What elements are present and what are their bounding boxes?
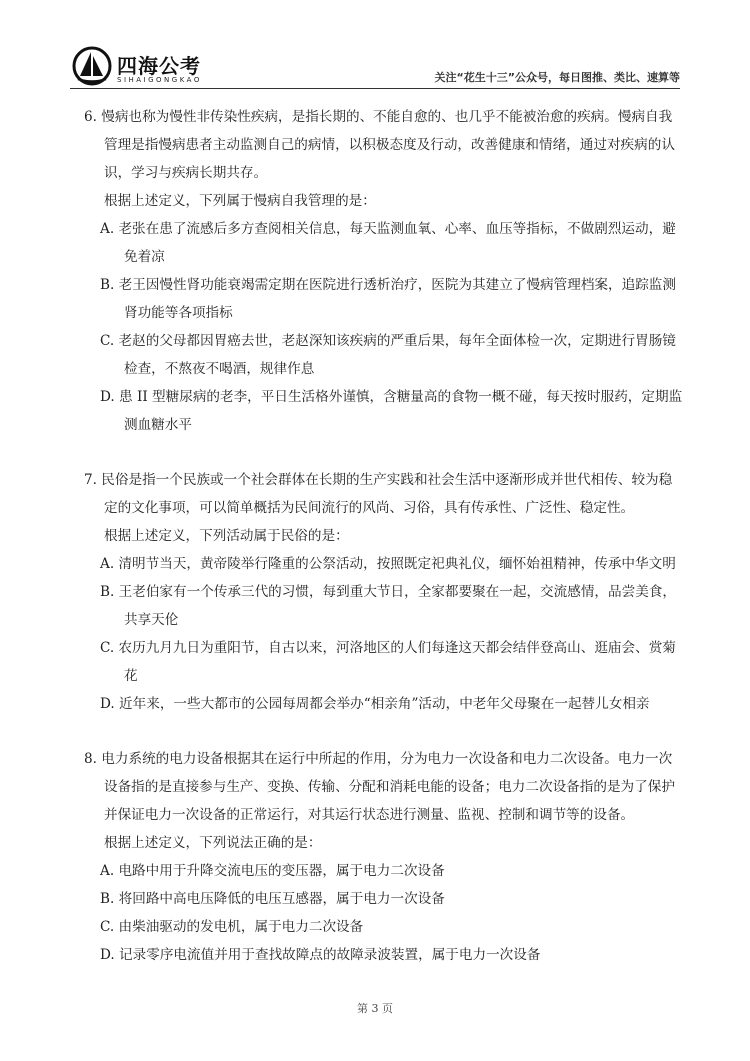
question-stem: 8. 电力系统的电力设备根据其在运行中所起的作用，分为电力一次设备和电力二次设备。电力一次设备指的是直接参与生产、变换、传输、分配和消耗电能的设备；电力二次设备指的是为了保护并保证电力一次设备的正常运行，对其运行状态进行测量、监视、控制和调节等的设备。 xyxy=(84,751,675,823)
option-c: C. 农历九月九日为重阳节，自古以来，河洛地区的人们每逢这天都会结伴登高山、逛庙会、赏菊花 xyxy=(100,640,676,684)
header-divider xyxy=(70,88,680,89)
option-d: D. 近年来，一些大都市的公园每周都会举办“相亲角”活动，中老年父母聚在一起替儿女相亲 xyxy=(100,696,650,712)
brand-subtitle: SIHAIGONGKAO xyxy=(117,76,202,84)
question-prompt: 根据上述定义，下列属于慢病自我管理的是： xyxy=(104,193,376,209)
option-c: C. 由柴油驱动的发电机，属于电力二次设备 xyxy=(100,919,364,935)
option-a: A. 清明节当天，黄帝陵举行隆重的公祭活动，按照既定祀典礼仪，缅怀始祖精神，传承中华文明 xyxy=(100,556,676,572)
option-b: B. 老王因慢性肾功能衰竭需定期在医院进行透析治疗，医院为其建立了慢病管理档案，追踪监测肾功能等各项指标 xyxy=(100,277,676,321)
page-number: 第 3 页 xyxy=(357,1002,393,1015)
option-b: B. 将回路中高电压降低的电压互感器，属于电力一次设备 xyxy=(100,891,445,907)
question-6 xyxy=(84,103,684,439)
option-b: B. 王老伯家有一个传承三代的习惯，每到重大节日，全家都要聚在一起，交流感情，品尝美食，共享天伦 xyxy=(100,584,676,628)
question-stem: 6. 慢病也称为慢性非传染性疾病，是指长期的、不能自愈的、也几乎不能被治愈的疾病。慢病自我管理是指慢病患者主动监测自己的病情，以积极态度及行动，改善健康和情绪，通过对疾病的认识，学习与疾病长期共存。 xyxy=(84,109,675,181)
option-d: D. 记录零序电流值并用于查找故障点的故障录波装置，属于电力一次设备 xyxy=(100,947,541,963)
question-stem: 7. 民俗是指一个民族或一个社会群体在长期的生产实践和社会生活中逐渐形成并世代相传、较为稳定的文化事项，可以简单概括为民间流行的风尚、习俗，具有传承性、广泛性、稳定性。 xyxy=(84,472,673,516)
option-a: A. 老张在患了流感后多方查阅相关信息，每天监测血氧、心率、血压等指标，不做剧烈运动，避免着凉 xyxy=(100,221,676,265)
sailboat-logo-icon xyxy=(72,42,112,90)
option-a: A. 电路中用于升降交流电压的变压器，属于电力二次设备 xyxy=(100,863,445,879)
question-7 xyxy=(84,466,684,718)
header-tagline: 关注“花生十三”公众号，每日图推、类比、速算等 xyxy=(434,71,680,84)
question-prompt: 根据上述定义，下列活动属于民俗的是： xyxy=(104,528,349,544)
question-8 xyxy=(84,745,684,969)
page-content xyxy=(84,103,684,969)
brand-name: 四海公考 xyxy=(117,54,201,78)
question-prompt: 根据上述定义，下列说法正确的是： xyxy=(104,835,322,851)
option-d: D. 患 II 型糖尿病的老李，平日生活格外谨慎，含糖量高的食物一概不碰，每天按时服药，定期监测血糖水平 xyxy=(100,389,683,433)
page-header xyxy=(0,0,750,90)
option-c: C. 老赵的父母都因胃癌去世，老赵深知该疾病的严重后果，每年全面体检一次，定期进行胃肠镜检查，不熬夜不喝酒，规律作息 xyxy=(100,333,676,377)
